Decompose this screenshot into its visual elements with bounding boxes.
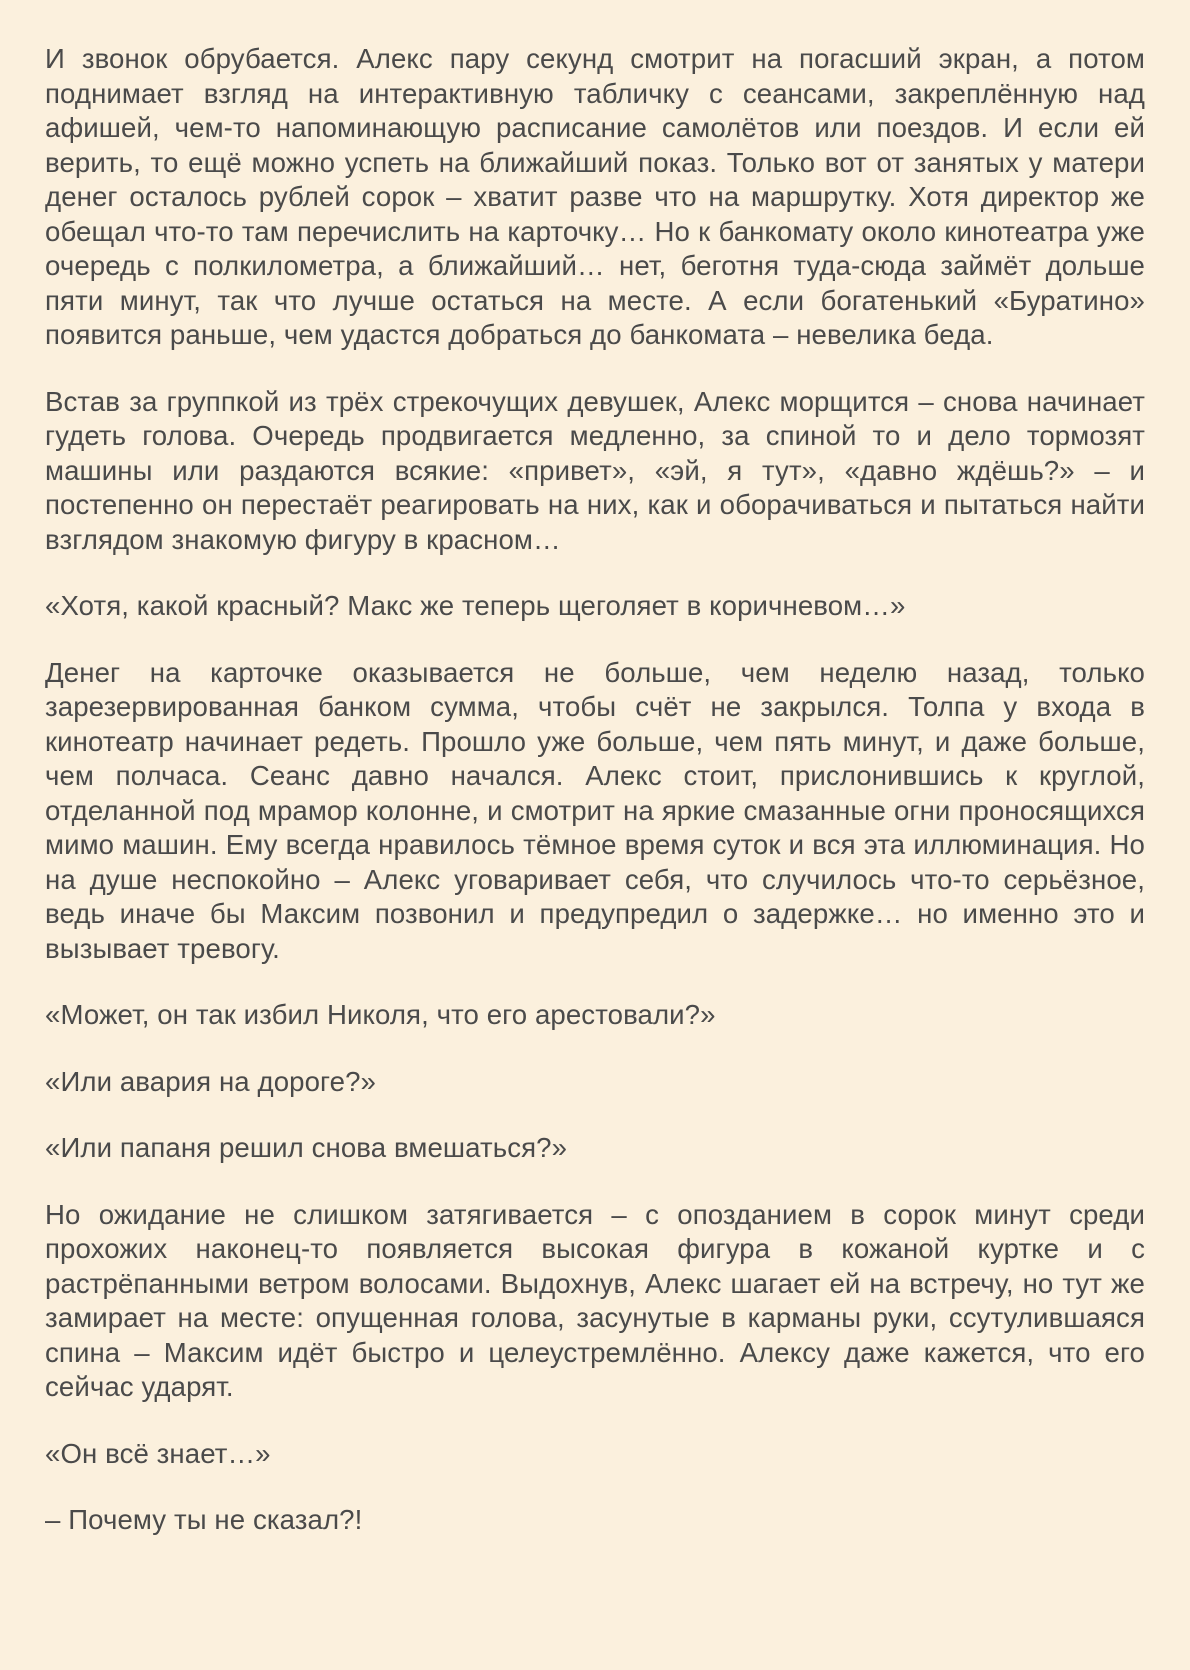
paragraph: «Или авария на дороге?» [45,1065,376,1097]
paragraph: И звонок обрубается. Алекс пару секунд смотрит на погасший экран, а потом поднимает взгляд на интерактивную табличку с сеансами, закреплённую над афишей, чем-то напоминающую расписание самолётов или поездов. И если ей верить, то ещё можно успеть на ближайший показ. Только вот от занятых у матери денег осталось рублей сорок – хватит разве что на маршрутку. Хотя директор же обещал что-то там перечислить на карточку… Но к банкомату около кинотеатра уже очередь с полкилометра, а ближайший… нет, беготня туда-сюда займёт дольше пяти минут, так что лучше остаться на месте. А если богатенький «Буратино» появится раньше, чем удастся добраться до банкомата – невелика беда. [45,43,1145,350]
paragraph: «Хотя, какой красный? Макс же теперь щеголяет в коричневом…» [45,590,906,621]
paragraph: «Или папаня решил снова вмешаться?» [45,1132,568,1163]
paragraph: Но ожидание не слишком затягивается – с опозданием в сорок минут среди прохожих наконец-то появляется высокая фигура в кожаной куртке и с растрёпанными ветром волосами. Выдохнув, Алекс шагает ей на встречу, но тут же замирает на месте: опущенная голова, засунутые в карманы руки, ссутулившаяся спина – Максим идёт быстро и целеустремлённо. Алексу даже кажется, что его сейчас ударят. [45,1198,1145,1402]
paragraph: Денег на карточке оказывается не больше, чем неделю назад, только зарезервированная банком сумма, чтобы счёт не закрылся. Толпа у входа в кинотеатр начинает редеть. Прошло уже больше, чем пять минут, и даже больше, чем полчаса. Сеанс давно начался. Алекс стоит, прислонившись к круглой, отделанной под мрамор колонне, и смотрит на яркие смазанные огни проносящихся мимо машин. Ему всегда нравилось тёмное время суток и вся эта иллюминация. Но на душе неспокойно – Алекс уговаривает себя, что случилось что-то серьёзное, ведь иначе бы Максим позвонил и предупредил о задержке… но именно это и вызывает тревогу. [45,656,1145,964]
paragraph: Встав за группкой из трёх стрекочущих девушек, Алекс морщится – снова начинает гудеть голова. Очередь продвигается медленно, за спиной то и дело тормозят машины или раздаются всякие: «привет», «эй, я тут», «давно ждёшь?» – и постепенно он перестаёт реагировать на них, как и оборачиваться и пытаться найти взглядом знакомую фигуру в красном… [45,385,1145,555]
paragraph: «Может, он так избил Николя, что его арестовали?» [45,999,716,1030]
paragraph: «Он всё знает…» [45,1437,271,1469]
paragraph: – Почему ты не сказал?! [45,1504,363,1535]
